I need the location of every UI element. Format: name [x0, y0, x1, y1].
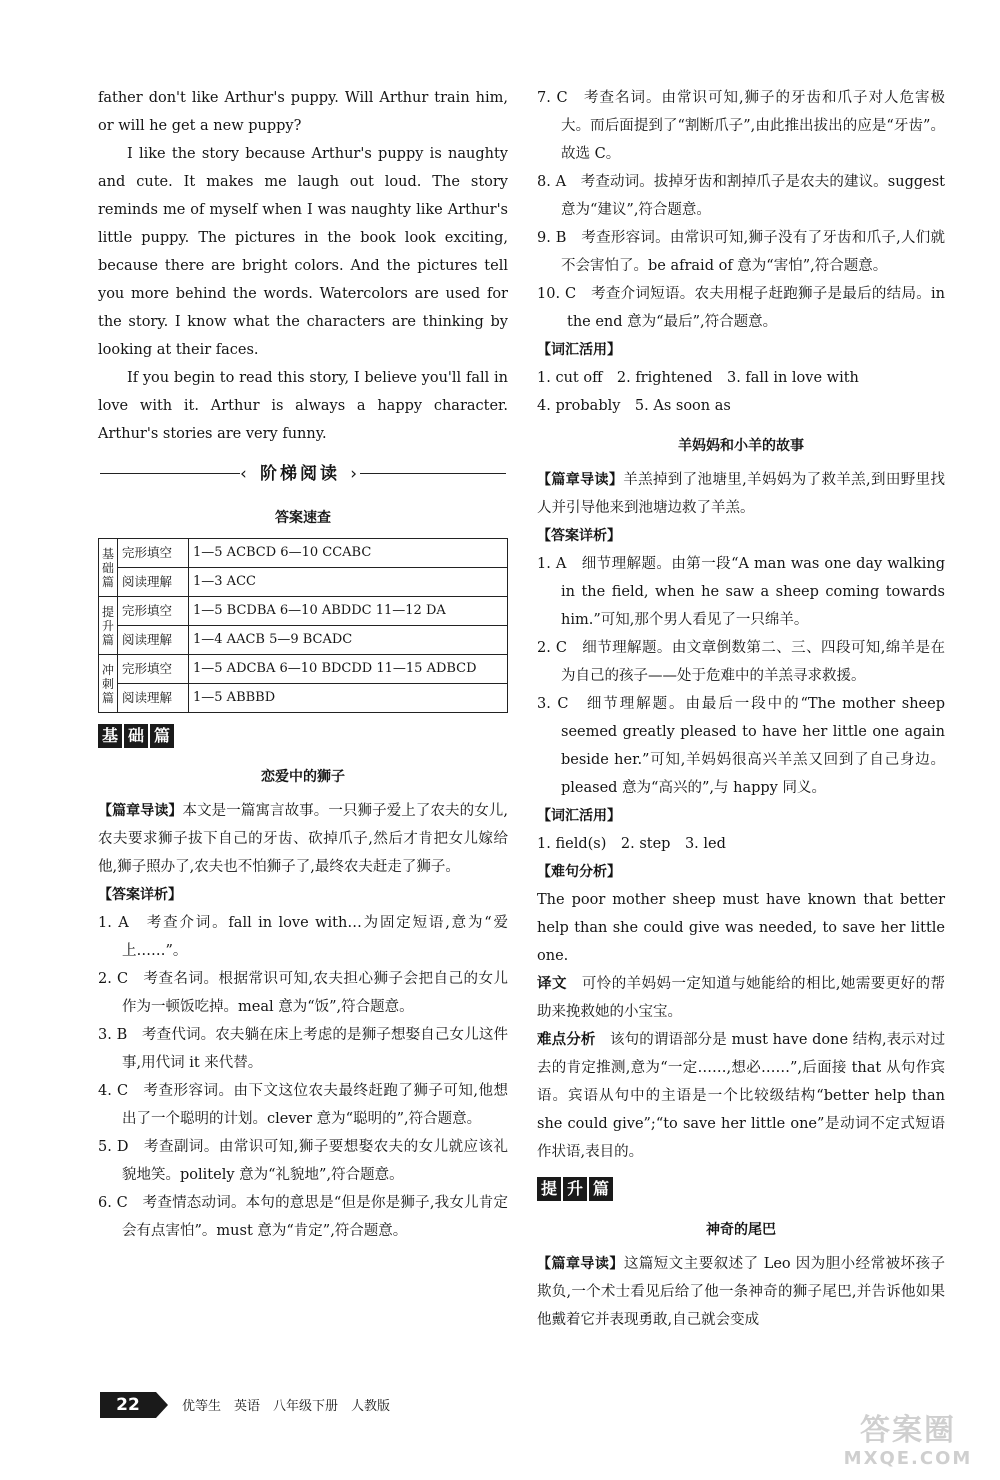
analysis-label: 难点分析 [537, 1032, 596, 1048]
story-title: 羊妈妈和小羊的故事 [678, 438, 804, 454]
vocab-label: 【词汇活用】 [537, 808, 621, 824]
story-paragraph-2: I like the story because Arthur's puppy is naughty and cute. It makes me laugh out loud. The story reminds me of myself when I was naughty like Arthur's little puppy. The pictures in the book look exciting, because there are bright colors. And the pictures tell you more behind the words. Watercolors are used for the story. I know what the characters are thinking by looking at their faces. [98, 146, 508, 358]
section-banner [98, 456, 508, 496]
answers-cell: 1—5 BCDBA 6—10 ABDDC 11—12 DA [189, 597, 508, 626]
story-paragraph-3: If you begin to read this story, I believe you'll fall in love with it. Arthur is always a happy character. Arthur's stories are very funny. [98, 370, 508, 442]
table-row [99, 684, 508, 713]
answer-item: 4. C 考查形容词。由下文这位农夫最终赶跑了狮子可知,他想出了一个聪明的计划。clever 意为“聪明的”,符合题意。 [98, 1083, 508, 1127]
guide-text: 本文是一篇寓言故事。一只狮子爱上了农夫的女儿,农夫要求狮子拔下自己的牙齿、砍掉爪子,然后才肯把女儿嫁给他,狮子照办了,农夫也不怕狮子了,最终农夫赶走了狮子。 [98, 803, 509, 875]
guide-label: 【篇章导读】 [537, 472, 624, 488]
category-cell: 提升篇 [99, 597, 118, 655]
book-info: 优等生 英语 八年级下册 人教版 [182, 1399, 391, 1414]
answers-cell: 1—5 ADCBA 6—10 BDCDD 11—15 ADBCD [189, 655, 508, 684]
tag-char: 础 [124, 724, 148, 748]
table-title: 答案速查 [275, 510, 331, 526]
answer-item: 3. B 考查代词。农夫躺在床上考虑的是狮子想娶自己女儿这件事,用代词 it 来代替。 [98, 1027, 508, 1071]
type-cell: 完形填空 [118, 597, 189, 626]
type-cell: 阅读理解 [118, 626, 189, 655]
tag-char: 篇 [589, 1177, 613, 1201]
answer-table [98, 538, 508, 713]
vocab-line: 1. field(s) 2. step 3. led [537, 836, 726, 852]
answer-item: 1. A 考查介词。fall in love with…为固定短语,意为“爱上……”。 [98, 915, 508, 959]
answer-item: 8. A 考查动词。拔掉牙齿和割掉爪子是农夫的建议。suggest 意为“建议”,符合题意。 [537, 174, 945, 218]
answer-item: 2. C 细节理解题。由文章倒数第二、三、四段可知,绵羊是在为自己的孩子——处于危难中的羊羔寻求救援。 [537, 640, 945, 684]
table-row [99, 568, 508, 597]
story-title: 神奇的尾巴 [706, 1222, 776, 1238]
guide-paragraph [98, 797, 508, 881]
vocab-label: 【词汇活用】 [537, 342, 621, 358]
banner-rule-right [360, 473, 506, 474]
tag-char: 篇 [150, 724, 174, 748]
type-cell: 阅读理解 [118, 568, 189, 597]
banner-rule-left [100, 473, 240, 474]
table-row [99, 597, 508, 626]
answer-item: 7. C 考查名词。由常识可知,狮子的牙齿和爪子对人危害极大。而后面提到了“割断爪子”,由此推出拔出的应是“牙齿”。故选 C。 [537, 90, 945, 162]
left-column [98, 84, 508, 1245]
translation-paragraph [537, 970, 945, 1026]
answer-item: 1. A 细节理解题。由第一段“A man was one day walking in the field, when he saw a sheep coming towards him.”可知,那个男人看见了一只绵羊。 [537, 556, 945, 628]
page-arrow-icon [156, 1392, 168, 1418]
answer-item: 5. D 考查副词。由常识可知,狮子要想娶农夫的女儿就应该礼貌地笑。politely 意为“礼貌地”,符合题意。 [98, 1139, 508, 1183]
answer-item: 10. C 考查介词短语。农夫用棍子赶跑狮子是最后的结局。in the end 意为“最后”,符合题意。 [537, 286, 945, 330]
hard-sentence: The poor mother sheep must have known that better help than she could give was needed, to save her little one. [537, 892, 945, 964]
answers-cell: 1—3 ACC [189, 568, 508, 597]
right-column [537, 84, 945, 1334]
analysis-text: 该句的谓语部分是 must have done 结构,表示对过去的肯定推测,意为“一定……,想必……”,后面接 that 从句作宾语。宾语从句中的主语是一个比较级结构“better help than she could give”;“to save her little one”是动词不定式短语作状语,表目的。 [537, 1032, 946, 1160]
answer-item: 3. C 细节理解题。由最后一段中的“The mother sheep seemed greatly pleased to have her little one again beside her.”可知,羊妈妈很高兴羊羔又回到了自己身边。pleased 意为“高兴的”,与 happy 同义。 [537, 696, 945, 796]
table-row [99, 626, 508, 655]
analysis-paragraph [537, 1026, 945, 1166]
detail-label: 【答案详析】 [98, 887, 182, 903]
detail-label: 【答案详析】 [537, 528, 621, 544]
hard-sentence-label: 【难句分析】 [537, 864, 621, 880]
guide-text: 羊羔掉到了池塘里,羊妈妈为了救羊羔,到田野里找人并引导他来到池塘边救了羊羔。 [537, 472, 945, 516]
tag-char: 升 [563, 1177, 587, 1201]
vocab-line: 1. cut off 2. frightened 3. fall in love with [537, 370, 859, 386]
table-row [99, 539, 508, 568]
guide-label: 【篇章导读】 [537, 1256, 624, 1272]
answer-item: 9. B 考查形容词。由常识可知,狮子没有了牙齿和爪子,人们就不会害怕了。be afraid of 意为“害怕”,符合题意。 [537, 230, 945, 274]
level-tag-advanced [537, 1176, 615, 1202]
guide-label: 【篇章导读】 [98, 803, 183, 819]
type-cell: 阅读理解 [118, 684, 189, 713]
table-row [99, 655, 508, 684]
category-cell: 基础篇 [99, 539, 118, 597]
answer-item: 2. C 考查名词。根据常识可知,农夫担心狮子会把自己的女儿作为一顿饭吃掉。meal 意为“饭”,符合题意。 [98, 971, 508, 1015]
level-tag-basic [98, 723, 176, 749]
tag-char: 基 [98, 724, 122, 748]
translation-text: 可怜的羊妈妈一定知道与她能给的相比,她需要更好的帮助来挽救她的小宝宝。 [537, 976, 946, 1020]
category-cell: 冲刺篇 [99, 655, 118, 713]
watermark-logo [828, 1414, 988, 1474]
guide-text: 这篇短文主要叙述了 Leo 因为胆小经常被坏孩子欺负,一个术士看见后给了他一条神奇的狮子尾巴,并告诉他如果他戴着它并表现勇敢,自己就会变成 [537, 1256, 946, 1328]
page-number: 22 [100, 1392, 156, 1418]
type-cell: 完形填空 [118, 539, 189, 568]
story-title: 恋爱中的狮子 [261, 769, 345, 785]
type-cell: 完形填空 [118, 655, 189, 684]
story-paragraph-1: father don't like Arthur's puppy. Will Arthur train him, or will he get a new puppy? [98, 90, 508, 134]
section-title: ‹ 阶梯阅读 › [244, 460, 356, 488]
tag-char: 提 [537, 1177, 561, 1201]
watermark-url: MXQE.COM [843, 1448, 973, 1469]
answers-cell: 1—5 ABBBD [189, 684, 508, 713]
answers-cell: 1—5 ACBCD 6—10 CCABC [189, 539, 508, 568]
answers-cell: 1—4 AACB 5—9 BCADC [189, 626, 508, 655]
guide-paragraph [537, 1250, 945, 1334]
vocab-line: 4. probably 5. As soon as [537, 398, 731, 414]
answer-item: 6. C 考查情态动词。本句的意思是“但是你是狮子,我女儿肯定会有点害怕”。must 意为“肯定”,符合题意。 [98, 1195, 508, 1239]
translation-label: 译文 [537, 976, 567, 992]
watermark-text: 答案圈 [860, 1413, 956, 1448]
guide-paragraph [537, 466, 945, 522]
